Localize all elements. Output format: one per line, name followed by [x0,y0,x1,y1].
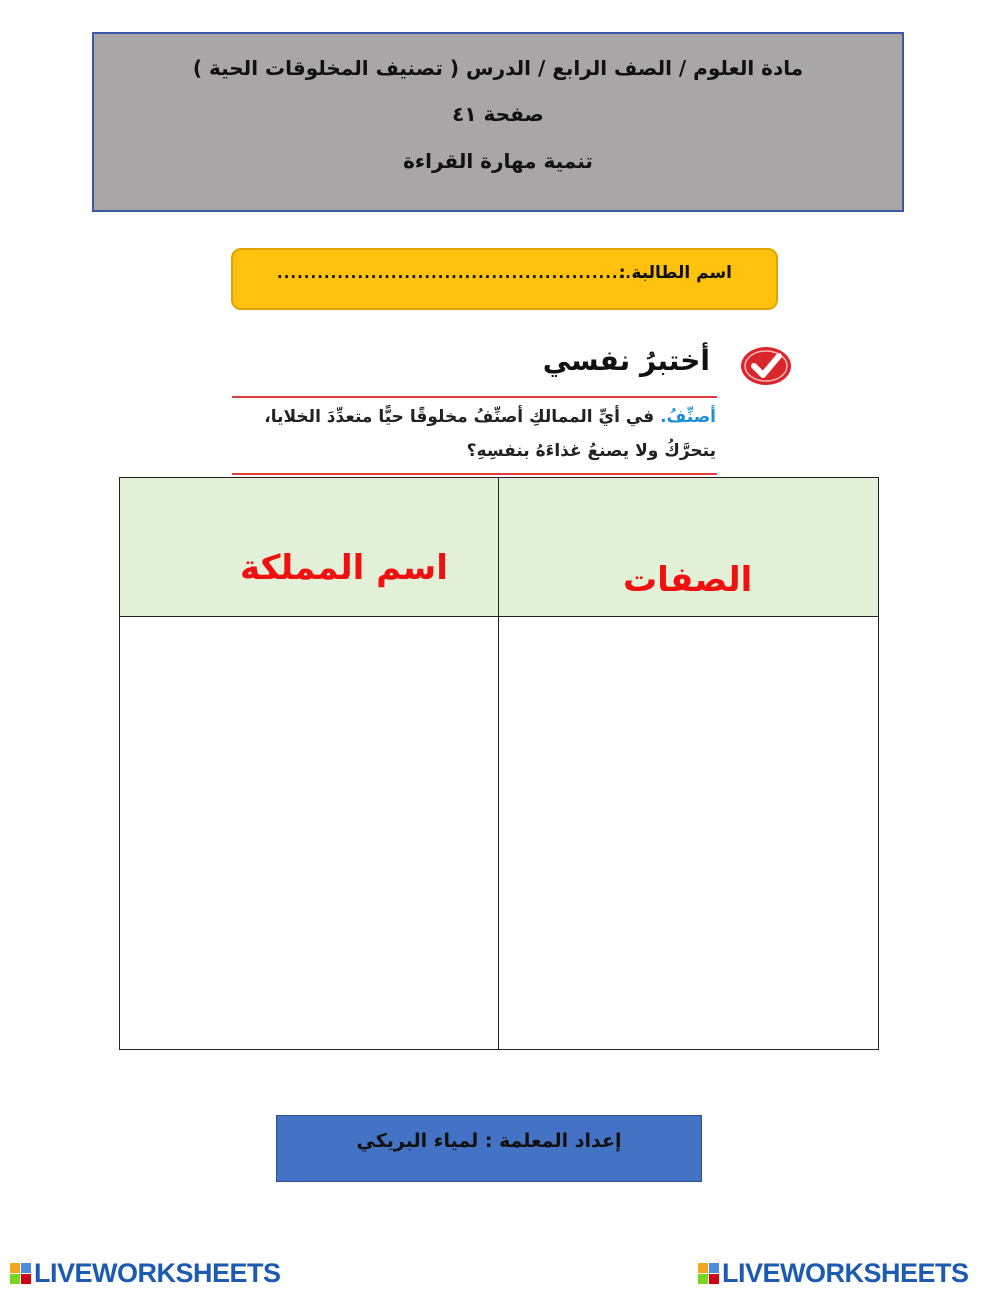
table-header-kingdom [120,478,499,617]
traits-answer-cell[interactable] [499,617,878,1049]
question-body: في أيِّ الممالكِ أصنِّفُ مخلوقًا حيًّا متعدِّدَ الخلايا، يتحرَّكُ ولا يصنعُ غذاءَهُ بنفسِهِ؟ [264,407,716,461]
traits-header-label: الصفات [623,560,753,600]
student-name-box[interactable] [231,248,778,310]
page-number-line: صفحة ٤١ [452,102,544,126]
classification-table [119,477,879,1050]
teacher-credit: إعداد المعلمة : لمياء البريكي [356,1130,622,1152]
subject-line: مادة العلوم / الصف الرابع / الدرس ( تصنيف المخلوقات الحية ) [192,56,804,80]
worksheet-header [92,32,904,212]
liveworksheets-wordmark: LIVEWORKSHEETS [34,1257,281,1288]
kingdom-header-label: اسم المملكة [240,548,448,588]
divider-top [232,396,717,398]
liveworksheets-logo-left [10,1258,281,1288]
teacher-credit-box [276,1115,702,1182]
liveworksheets-logo-right [698,1258,969,1288]
table-header-traits [499,478,878,617]
checkmark-icon [740,346,792,386]
question-keyword: أصنِّفُ. [660,407,716,427]
student-name-label: اسم الطالبة : [618,263,732,283]
divider-bottom [232,473,717,475]
skill-line: تنمية مهارة القراءة [403,149,593,173]
question-text [226,400,716,468]
kingdom-answer-cell[interactable] [120,617,499,1049]
self-test-heading: أختبرُ نفسي [542,344,710,377]
student-name-dots[interactable]: ........................................................ [277,264,653,282]
liveworksheets-logo-icon [10,1263,31,1284]
liveworksheets-wordmark: LIVEWORKSHEETS [722,1257,969,1288]
liveworksheets-logo-icon [698,1263,719,1284]
